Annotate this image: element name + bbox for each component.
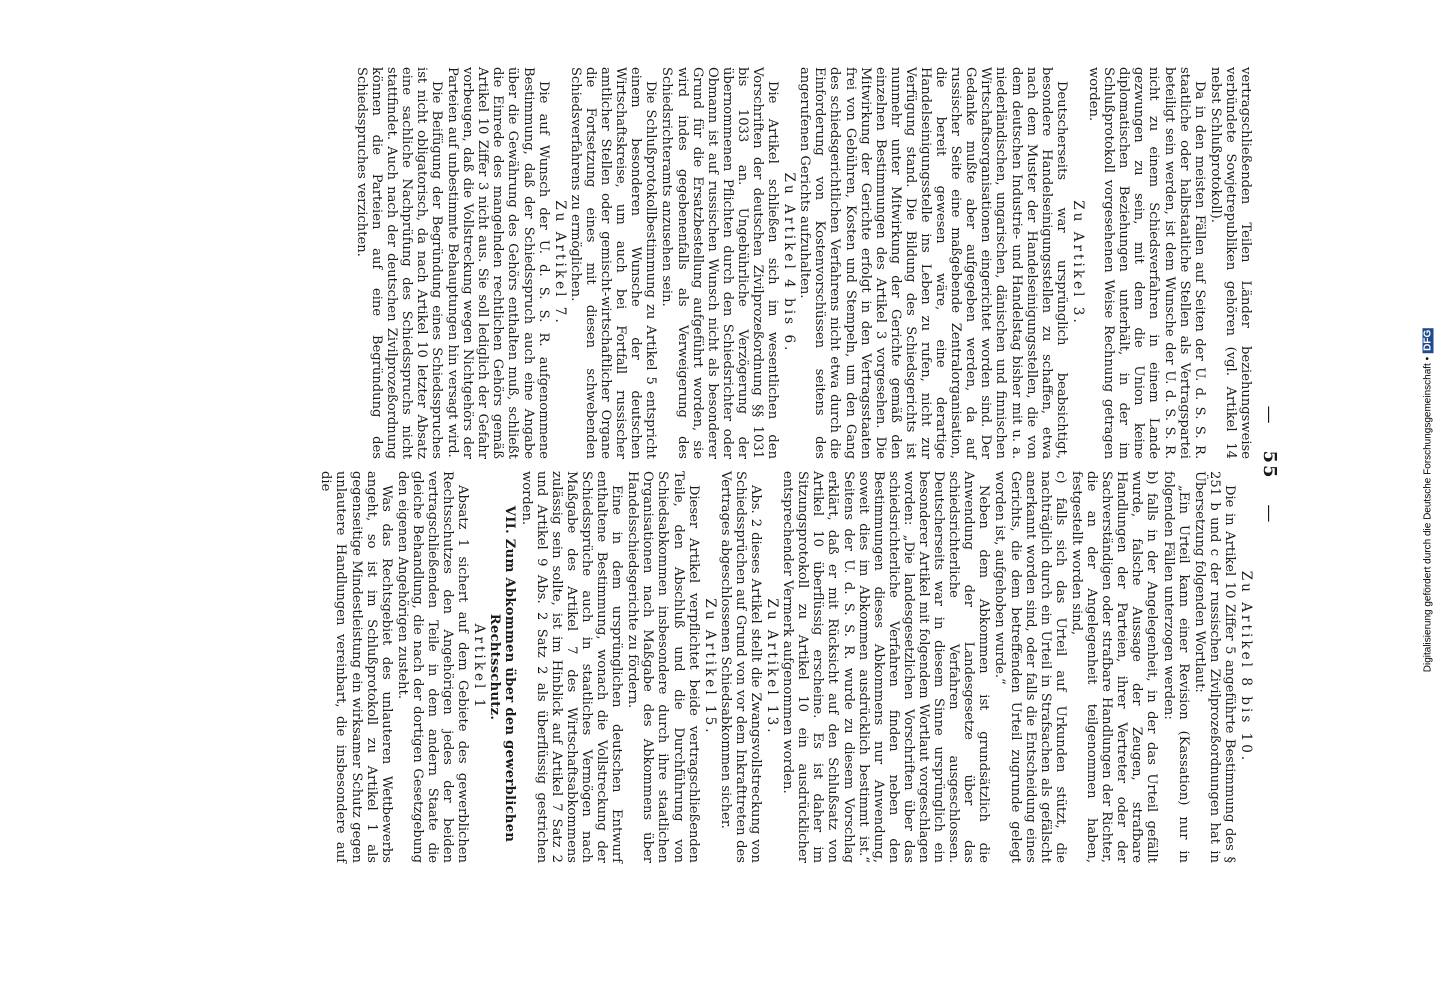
page-header	[1259, 67, 1280, 863]
paragraph: Die Schlußprotokollbestimmung zu Artikel 5 entspricht einem besonderen Wunsche der deutschen Wirtschaftskreise, um auch bei Fortfall russischer amtlicher Stellen oder gemischt-wirtschaftlicher Organe die Fortsetzung eines mit diesen schwebenden Schiedsverfahrens zu ermöglichen.	[567, 67, 659, 459]
section-heading-artikel-7: Zu Artikel 7.	[551, 200, 568, 326]
paragraph: Was das Rechtsgebiet des unlauteren Wettbewerbs angeht, so ist im Schlußprotokoll zu Artikel 1 als gegenseitige Mindestleistung ein wirksamer Schutz gegen unlautere Handlungen vereinbart, die insbesondere auf die	[318, 471, 394, 863]
paragraph: Eine in dem ursprünglichen deutschen Entwurf enthaltene Bestimmung, wonach die Vollstreckung der Schiedssprüche auch in staatliches Vermögen nach Maßgabe des Artikel 7 des Wirtschaftsabkommens zulässig sein sollte, ist im Hinblick auf Artikel 7 Satz 2 und Artikel 9 Abs. 2 Satz 2 als überflüssig gestrichen worden.	[518, 471, 625, 863]
text-columns	[317, 67, 1253, 863]
paragraph: Neben dem Abkommen ist grundsätzlich die Anwendung der Landesgesetze über das schiedsrichterliche Verfahren ausgeschlossen. Deutscherseits war in diesem Sinne ursprünglich ein besonderer Artikel mit folgendem Wortlaut vorgeschlagen worden: „Die landesgesetzlichen Vorschriften über das schiedsrichterliche Verfahren finden neben den Bestimmungen dieses Abkommens nur Anwendung, soweit dies im Abkommen ausdrücklich bestimmt ist.“ Seitens der U. d. S. S. R. wurde zu diesem Vorschlag erklärt, daß er mit Rücksicht auf den Schlußsatz von Artikel 10 überflüssig erscheine. Es ist daher im Sitzungsprotokoll zu Artikel 10 ein ausdrücklicher entsprechender Vermerk aufgenommen worden.	[780, 471, 992, 863]
credit-text: Digitalisierung gefördert durch die Deutsche Forschungsgemeinschaft •	[1422, 356, 1434, 673]
list-item: c) falls sich das Urteil auf Urkunden stützt, die nachträglich durch ein Urteil in Strafsachen als gefälscht anerkannt worden sind, oder falls die Entscheidung eines Gerichts, die dem betreffenden Urteil zugrunde gelegt worden ist, aufgehoben wurde.“	[992, 471, 1068, 863]
section-heading-artikel-4-6: Zu Artikel 4 bis 6.	[781, 172, 798, 354]
paragraph: Abs. 2 dieses Artikel stellt die Zwangsvollstreckung von Schiedssprüchen auf Grund von vor dem Inkrafttreten des Vertrages abgeschlossenen Schiedsabkommen sicher.	[717, 471, 763, 863]
section-heading-artikel-1: Artikel 1	[471, 623, 488, 711]
header-dash-left: —	[1259, 405, 1280, 426]
list-item: b) falls in der Angelegenheit, in der das Urteil gefällt wurde, falsche Aussage der Zeugen, strafbare Handlungen der Parteien, ihrer Vertreter oder der Sachverständigen oder strafbare Handlungen der Richter, die an der Angelegenheit teilgenommen haben, festgestellt worden sind,	[1068, 471, 1160, 863]
section-heading-artikel-15: Zu Artikel 15.	[701, 598, 718, 736]
paragraph: Die Artikel schließen sich im wesentlichen den Vorschriften der deutschen Zivilprozeßordnung §§ 1031 bis 1033 an. Ungebührliche Verzögerung der übernommenen Pflichten durch den Schiedsrichter oder Obmann ist auf russischen Wunsch nicht als besonderer Grund für die Ersatzbestellung aufgeführt worden, sie wird indes gegebenenfalls als Verweigerung des Schiedsrichteramts anzusehen sein.	[659, 67, 781, 459]
paragraph: „Ein Urteil kann einer Revision (Kassation) nur in folgenden Fällen unterzogen werden:	[1160, 471, 1191, 863]
paragraph: Die auf Wunsch der U. d. S. S. R. aufgenommene Bestimmung, daß der Schiedsspruch auch eine Angabe über die Gewährung des Gehörs enthalten muß, schließt die Einrede des mangelnden rechtlichen Gehörs gemäß Artikel 10 Ziffer 3 nicht aus. Sie soll lediglich der Gefahr vorbeugen, daß die Vollstreckung wegen Nichtgehörs der Parteien auf unbestimmte Behauptungen hin versagt wird.	[445, 67, 551, 459]
paragraph: Deutscherseits war ursprünglich beabsichtigt, besondere Handelseinigungsstellen zu schaffen, etwa nach dem Muster der Handelseinigungsstellen, die von dem deutschen Industrie- und Handelstag bisher mit u. a. niederländischen, ungarischen, dänischen und finnischen Wirtschaftsorganisationen eingerichtet worden sind. Der Gedanke mußte aber aufgegeben werden, da auf russischer Seite eine maßgebende Zentralorganisation, die bereit gewesen wäre, eine derartige Handelseinigungsstelle ins Leben zu rufen, nicht zur Verfügung stand. Die Bildung des Schiedsgerichts ist nunmehr unter Mitwirkung der Gerichte gemäß den einzelnen Bestimmungen des Artikel 3 vorgesehen. Die Mitwirkung der Gerichte erfolgt in den Vertragsstaaten frei von Gebühren, Kosten und Stempeln, um den Gang des schiedsgerichtlichen Verfahrens nicht etwa durch die Einforderung von Kostenvorschüssen seitens des angerufenen Gerichts aufzuhalten.	[797, 67, 1069, 459]
paragraph: Dieser Artikel verpflichtet beide vertragschließenden Teile, den Abschluß und die Durchführung von Schiedsabkommen insbesondere durch ihre staatlichen Organisationen nach Maßgabe des Abkommens über Handelsschiedsgerichte zu fördern.	[625, 471, 701, 863]
chapter-heading-vii: VII. Zum Abkommen über den gewerblichen Rechtsschutz.	[487, 505, 518, 843]
left-column	[317, 67, 1253, 459]
header-dash-right: —	[1259, 504, 1280, 525]
rotated-document-page	[110, 45, 1290, 885]
digitization-credit	[1423, 328, 1434, 672]
paragraph: Absatz 1 sichert auf dem Gebiete des gewerblichen Rechtsschutzes den Angehörigen jedes der beiden vertragschließenden Teile in dem andern Staate die gleiche Behandlung, die nach der dortigen Gesetzgebung den eigenen Angehörigen zusteht.	[394, 471, 471, 863]
section-heading-artikel-8-10: Zu Artikel 8 bis 10.	[1238, 570, 1254, 764]
section-heading-artikel-13: Zu Artikel 13.	[764, 598, 781, 736]
right-column	[317, 471, 1253, 863]
section-heading-artikel-3: Zu Artikel 3.	[1069, 200, 1086, 326]
dfg-logo: DFG	[1422, 329, 1434, 351]
paragraph: Die Beifügung der Begründung eines Schiedsspruches ist nicht obligatorisch, da nach Artikel 10 letzter Absatz eine sachliche Nachprüfung des Schiedsspruchs nicht stattfindet. Auch nach der deutschen Zivilprozeßordnung können die Parteien auf eine Begründung des Schiedsspruches verzichten.	[353, 67, 445, 459]
paragraph: Da in den meisten Fällen auf Seiten der U. d. S. S. R. staatliche oder halbstaatliche Stellen als Vertragspartei beteiligt sein werden, ist dem Wunsche der U. d. S. S. R. nicht zu einem Schiedsverfahren in einem Lande gezwungen zu sein, mit dem die Union keine diplomatischen Beziehungen unterhält, in der im Schlußprotokoll vorgesehenen Weise Rechnung getragen worden.	[1086, 67, 1207, 459]
page-number: 55	[1259, 450, 1280, 480]
paragraph: Die in Artikel 10 Ziffer 5 angeführte Bestimmung des § 251 b und c der russischen Zivilprozeßordnungen hat in Übersetzung folgenden Wortlaut:	[1191, 471, 1237, 863]
paragraph: vertragschließenden Teilen Länder beziehungsweise verbündete Sowjetrepubliken gehören (vgl. Artikel 14 nebst Schlußprotokoll).	[1207, 67, 1253, 459]
